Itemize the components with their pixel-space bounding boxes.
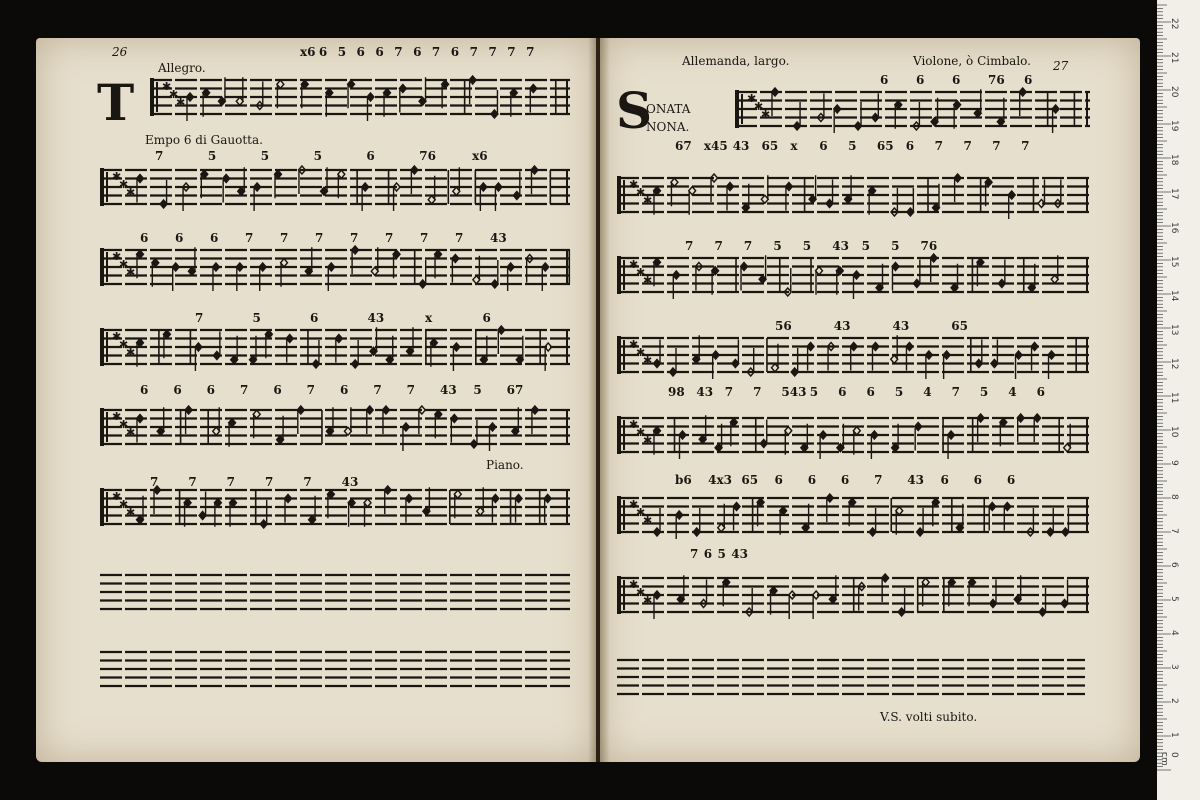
right-page-number: 27 [1053,59,1069,73]
sharp-sign: ✱ [636,266,646,279]
ruler-number: 7 [1169,528,1179,534]
figured-bass-figure: 7 [469,45,478,59]
clef-bar [106,172,108,202]
figured-bass-figure: 7 [488,45,497,59]
figured-bass-figure: x6 [472,149,488,163]
figured-bass-figure: 65 [741,473,759,487]
figured-bass-figure: 56 [775,319,792,333]
sharp-sign: ✱ [629,578,639,591]
figured-bass-figure: 6 [1006,473,1016,487]
figured-bass-figure: 6 [905,139,915,153]
figured-bass-figure: 6 [413,45,422,59]
figured-bass-figure: x [790,139,798,153]
sharp-sign: ✱ [176,96,186,109]
figured-bass-figure: 5 [252,311,261,325]
ruler-unit-label: 0 cm [1159,752,1179,766]
figured-bass-figure: 6 [807,473,817,487]
figured-bass-figure: 4 [1008,385,1017,399]
figured-bass-figure: 7 [303,475,312,489]
sharp-sign: ✱ [643,354,653,367]
sharp-sign: ✱ [112,330,122,343]
figured-bass-figure: 6 [366,149,375,163]
figured-bass-figure: 43 [732,139,750,153]
sharp-sign: ✱ [754,100,764,113]
ruler-number: 8 [1169,494,1179,500]
figured-bass-figure: 6 [318,45,328,59]
clef-bar [150,78,154,116]
figured-bass-figure: 5 [802,239,812,253]
figured-bass-figure: 6 [140,231,149,245]
figured-bass-figure: 7 [385,231,394,245]
figured-bass-figure: 5 [473,383,482,397]
figured-bass-figure: 6 [175,231,184,245]
clef-bar [100,248,104,286]
figured-bass-figure: 7 [874,473,883,487]
figured-bass-figure: 7 [431,45,441,59]
clef-bar [623,340,625,370]
figured-bass-figure: 7 [188,475,197,489]
sharp-sign: ✱ [112,170,122,183]
sharp-sign: ✱ [643,274,653,287]
figured-bass-figure: 7 [155,149,164,163]
figured-bass-figure: 7 [420,231,429,245]
figured-bass-figure: 7 [992,139,1001,153]
figured-bass-figure: 5 [337,45,347,59]
sharp-sign: ✱ [126,506,136,519]
clef-bar [623,580,625,610]
figured-bass-figure: 65 [761,139,779,153]
ruler-number: 22 [1169,18,1179,30]
sharp-sign: ✱ [636,586,646,599]
sonata-number-label: NONA. [646,120,690,134]
sonata-label: ONATA [646,102,691,116]
figured-bass-figure: 43 [833,319,851,333]
figured-bass-figure: 43 [892,319,910,333]
ruler-number: 14 [1169,290,1179,302]
figured-bass-figure: 7 [306,383,316,397]
figured-bass-figure: 6 [940,473,949,487]
figured-bass-figure: 6 [273,383,282,397]
sharp-sign: ✱ [643,594,653,607]
figured-bass-figure: 5 [848,139,857,153]
figured-bass-figure: 6 [310,311,319,325]
ruler-ticks [1157,0,1200,800]
sharp-sign: ✱ [643,194,653,207]
figured-bass-figure: 6 [880,73,889,87]
figured-bass-figure: 5 [313,149,322,163]
figured-bass-figure: 5 [894,385,904,399]
sharp-sign: ✱ [629,258,639,271]
figured-bass-figure: 98 [668,385,685,399]
sharp-sign: ✱ [643,434,653,447]
clef-bar [617,576,621,614]
ruler-number: 20 [1169,86,1179,98]
ruler-number: 10 [1169,426,1179,438]
figured-bass-figure: 76 [920,239,938,253]
sharp-sign: ✱ [119,178,129,191]
clef-bar [623,500,625,530]
sharp-sign: ✱ [112,410,122,423]
figured-bass-figure: 7 [526,45,535,59]
clef-bar [106,412,108,442]
figured-bass-figure: 65 [951,319,968,333]
clef-bar [617,176,621,214]
figured-bass-figure: 5 [979,385,989,399]
figured-bass-figure: 6 [375,45,384,59]
figured-bass-figure: 4 [923,385,932,399]
sharp-sign: ✱ [126,266,136,279]
clef-bar [617,416,621,454]
left-initial-letter: T [97,73,135,132]
sharp-sign: ✱ [119,258,129,271]
figured-bass-figure: 6 [819,139,828,153]
figured-bass-figure: 5 [260,149,270,163]
figured-bass-figure: 7 [240,383,249,397]
figured-bass-figure: 6 [774,473,783,487]
ruler-number: 16 [1169,222,1179,234]
ruler-number: 4 [1169,630,1179,636]
ruler-number: 18 [1169,154,1179,166]
sharp-sign: ✱ [126,426,136,439]
sharp-sign: ✱ [162,80,172,93]
ruler-number: 5 [1169,596,1179,602]
figured-bass-figure: 7 [963,139,972,153]
figured-bass-figure: 7 [195,311,204,325]
figured-bass-figure: 7 [373,383,382,397]
ruler-number: 6 [1169,562,1179,568]
figured-bass-figure: 6 [840,473,850,487]
sharp-sign: ✱ [629,338,639,351]
figured-bass-figure: 5 [773,239,782,253]
figured-bass-figure: b6 [675,473,692,487]
figured-bass-figure: 76 [419,149,436,163]
clef-bar [617,496,621,534]
ruler-number: 12 [1169,358,1179,370]
figured-bass-figure: x [425,311,433,325]
clef-bar [617,336,621,374]
figured-bass-figure: 43 [696,385,714,399]
figured-bass-figure: 6 [450,45,460,59]
figured-bass-figure: 6 [210,231,219,245]
dynamic-marking: Piano. [486,458,524,472]
sharp-sign: ✱ [636,426,646,439]
figured-bass-figure: 6 [1024,73,1033,87]
figured-bass-figure: 7 [245,231,254,245]
left-page-number: 26 [112,45,128,59]
figured-bass-figure: 43 [832,239,849,253]
ruler-number: 3 [1169,664,1179,670]
figured-bass-figure: 43 [907,473,924,487]
figured-bass-figure: 7 [150,475,159,489]
clef-bar [106,332,108,362]
figured-bass-figure: 7 [507,45,516,59]
figured-bass-figure: 6 [838,385,847,399]
figured-bass-figure: 5 [809,385,819,399]
figured-bass-figure: 7 [934,139,943,153]
figured-bass-figure: 6 [952,73,961,87]
ruler-number: 21 [1169,52,1179,64]
movement-title: Allemanda, largo. [682,54,790,68]
ruler-number: 19 [1169,120,1179,132]
figured-bass-figure: 43 [341,475,359,489]
figured-bass-figure: x45 [703,139,728,153]
figured-bass-figure: 5 [861,239,871,253]
figured-bass-figure: 67 [675,139,692,153]
clef-bar [100,408,104,446]
figured-bass-figure: 6 [1036,385,1045,399]
clef-bar [735,90,739,128]
clef-bar [106,252,108,282]
figured-bass-figure: 6 [973,473,982,487]
clef-bar [741,94,743,124]
clef-bar [100,488,104,526]
figured-bass-figure: 65 [876,139,894,153]
figured-bass-figure: 6 [866,385,875,399]
figured-bass-figure: 7 [951,385,960,399]
ruler-number: 9 [1169,460,1179,466]
clef-bar [623,260,625,290]
figured-bass-figure: 5 [891,239,900,253]
clef-bar [623,180,625,210]
figured-bass-figure: 7 [406,383,416,397]
figured-bass-figure: 4x3 [708,473,733,487]
figured-bass-figure: 6 [140,383,149,397]
sharp-sign: ✱ [119,418,129,431]
clef-bar [156,82,158,112]
sharp-sign: ✱ [761,108,771,121]
figured-bass-figure: 43 [367,311,385,325]
figured-bass-figure: 67 [506,383,524,397]
figured-bass-figure: 6 [206,383,216,397]
figured-bass-figure: 5 [207,149,217,163]
figured-bass-figure: 7 [265,475,274,489]
tempo-caption: Empo 6 di Gauotta. [145,133,263,147]
sharp-sign: ✱ [169,88,179,101]
figured-bass-figure: 7 [714,239,723,253]
clef-bar [100,168,104,206]
sharp-sign: ✱ [629,178,639,191]
figured-bass-figure: 7 [455,231,464,245]
clef-bar [617,256,621,294]
clef-bar [106,492,108,522]
figured-bass-figure: 6 [340,383,349,397]
page-footer: V.S. volti subito. [880,710,978,724]
clef-bar [623,420,625,450]
figured-bass-figure: 7 [394,45,403,59]
measuring-ruler [1157,0,1200,800]
figured-bass-figure: 7 [743,239,753,253]
clef-bar [100,328,104,366]
sharp-sign: ✱ [643,514,653,527]
figured-bass-figure: 6 [173,383,182,397]
sharp-sign: ✱ [629,498,639,511]
ruler-number: 13 [1169,324,1179,336]
figured-bass-figure: 43 [490,231,507,245]
sharp-sign: ✱ [636,346,646,359]
sharp-sign: ✱ [126,346,136,359]
figured-bass-figure: 7 [753,385,762,399]
ruler-number: 11 [1169,392,1179,404]
sharp-sign: ✱ [112,490,122,503]
sharp-sign: ✱ [629,418,639,431]
ruler-number: 17 [1169,188,1179,200]
figured-bass-figure: 6 [703,547,713,561]
figured-bass-figure: 6 [916,73,925,87]
figured-bass-figure: 7 [724,385,734,399]
figured-bass-figure: 7 [690,547,699,561]
figured-bass-figure: 7 [280,231,289,245]
sharp-sign: ✱ [747,92,757,105]
figured-bass-figure: 43 [440,383,457,397]
instrument-label: Violone, ò Cimbalo. [913,54,1031,68]
sharp-sign: ✱ [636,186,646,199]
figured-bass-figure: 76 [988,73,1005,87]
figured-bass-figure: 7 [685,239,694,253]
ruler-number: 15 [1169,256,1179,268]
figured-bass-figure: 543 [781,385,807,399]
figured-bass-figure: 6 [482,311,491,325]
figured-bass-figure: 7 [1021,139,1030,153]
sharp-sign: ✱ [126,186,136,199]
figured-bass-figure: x6 [300,45,316,59]
sharp-sign: ✱ [119,338,129,351]
figured-bass-figure: 7 [315,231,324,245]
figured-bass-figure: 43 [731,547,748,561]
sharp-sign: ✱ [636,506,646,519]
sharp-sign: ✱ [119,498,129,511]
right-initial-letter: S [616,81,653,140]
figured-bass-figure: 6 [356,45,365,59]
figured-bass-figure: 5 [717,547,726,561]
figured-bass-figure: 7 [350,231,359,245]
tempo-marking: Allegro. [158,61,206,75]
ruler-number: 2 [1169,698,1179,704]
sharp-sign: ✱ [112,250,122,263]
ruler-number: 1 [1169,732,1179,738]
figured-bass-figure: 7 [226,475,236,489]
